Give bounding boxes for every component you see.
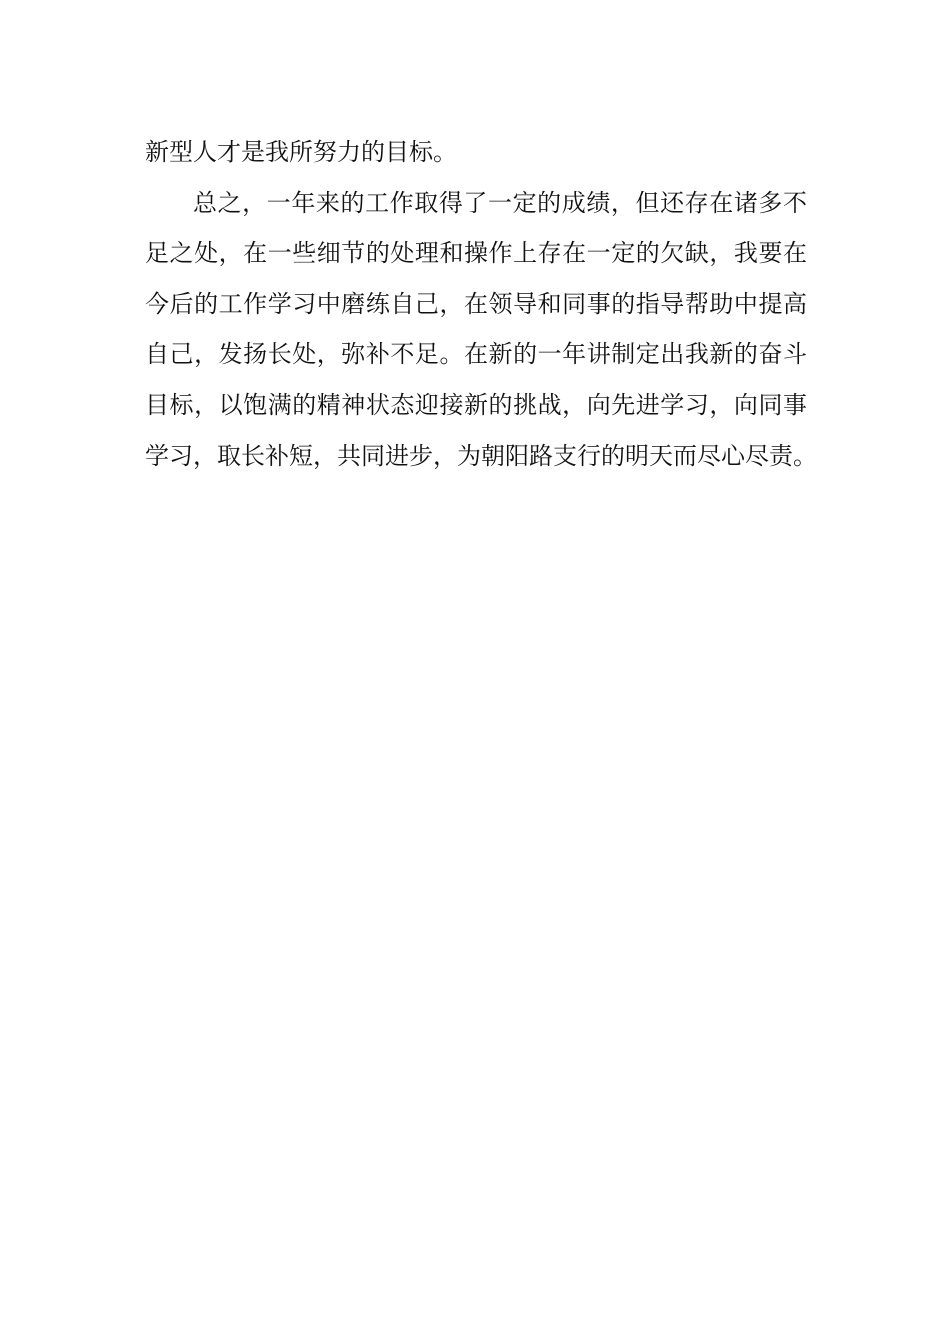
text-line-4: 今后的工作学习中磨练自己，在领导和同事的指导帮助中提高 (145, 289, 807, 318)
body-text (145, 127, 817, 481)
text-line-5: 自己，发扬长处，弥补不足。在新的一年讲制定出我新的奋斗 (145, 340, 807, 369)
text-line-3: 足之处，在一些细节的处理和操作上存在一定的欠缺，我要在 (145, 239, 807, 268)
text-line-6: 目标，以饱满的精神状态迎接新的挑战，向先进学习，向同事 (145, 390, 807, 419)
text-line-1: 新型人才是我所努力的目标。 (145, 138, 457, 166)
text-line-2: 总之，一年来的工作取得了一定的成绩，但还存在诸多不 (193, 188, 807, 217)
text-line-7: 学习，取长补短，共同进步，为朝阳路支行的明天而尽心尽责。 (145, 441, 817, 470)
